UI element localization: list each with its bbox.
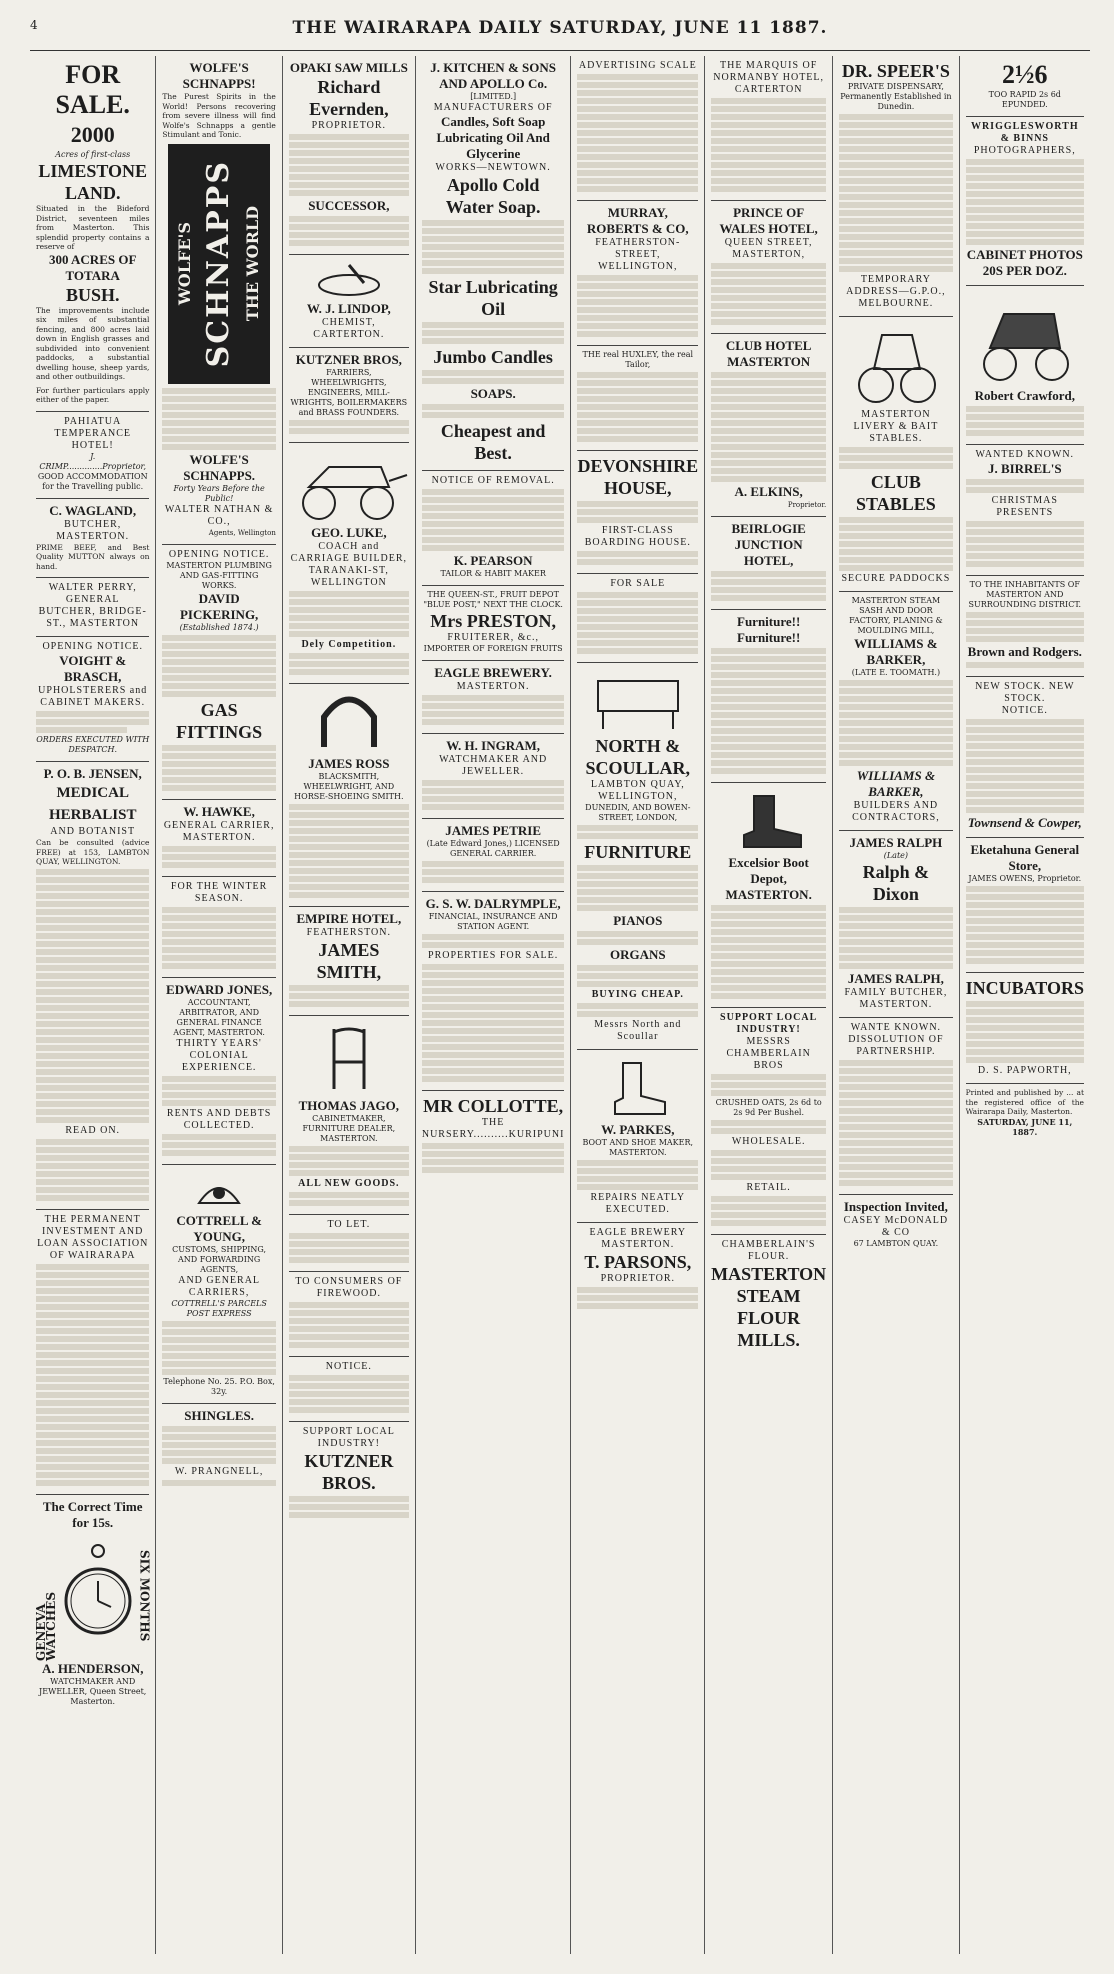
walter-perry-line: WALTER PERRY, GENERAL BUTCHER, BRIDGE-ST., MASTERTON [38, 582, 147, 629]
kitchen-name: J. KITCHEN & SONS [430, 60, 556, 75]
parsons-sub: PROPRIETOR. [600, 1273, 676, 1284]
temperance-hotel-ad [36, 412, 149, 499]
incubators-heading: INCUBATORS [965, 978, 1084, 998]
column-3 [283, 56, 416, 1954]
gas-heading: GAS FITTINGS [176, 699, 263, 742]
ralph-dixon: Ralph & Dixon [862, 862, 930, 904]
for-sale-heading: FOR SALE. [55, 60, 130, 119]
sash-heading: MASTERTON STEAM SASH AND DOOR FACTORY, PLANING & MOULDING MILL, [849, 596, 943, 635]
kutzner-name: KUTZNER BROS, [295, 352, 402, 367]
ingram-sub: WATCHMAKER AND JEWELLER. [439, 754, 548, 777]
works-line: WORKS—NEWTOWN. [435, 162, 551, 173]
plumbing-line: MASTERTON PLUMBING AND GAS-FITTING WORKS. [166, 560, 272, 590]
permanent-invest-ad [36, 1210, 149, 1495]
eketahuna-heading: Eketahuna General Store, [970, 842, 1080, 873]
botanist-line: AND BOTANIST [50, 826, 136, 837]
agents-line: Agents, Wellington [208, 528, 276, 537]
emblem-icon [194, 1173, 244, 1209]
fruiterer-line: FRUITERER, &c., [447, 632, 539, 643]
watchmaker-line: WATCHMAKER AND JEWELLER, Queen Street, Masterton. [39, 1676, 147, 1706]
improvements-text: The improvements include six miles of substantial fencing, and 800 acres laid down in English grasses and subdivided into convenient paddocks, a substantial dwelling house, sheep yards, and other outbuildings. [36, 305, 150, 381]
chair-icon [319, 1024, 379, 1094]
prince-ad [711, 201, 826, 334]
birrell-name: J. BIRREL'S [987, 461, 1062, 476]
queen-st-line: THE QUEEN-ST., FRUIT DEPOT "BLUE POST," NEXT THE CLOCK. [423, 590, 563, 609]
collotte-ad [422, 1091, 565, 1181]
chamberlain-flour: CHAMBERLAIN'S FLOUR. [721, 1239, 816, 1262]
lindop-ad [289, 255, 409, 348]
dalrymple-ad [422, 892, 565, 1091]
perm-invest-heading: THE PERMANENT INVESTMENT AND LOAN ASSOCIATION OF WAIRARAPA [37, 1213, 149, 1261]
beirnie-heading: BEIRLOGIE JUNCTION HOTEL, [731, 521, 806, 568]
pestle-icon [304, 263, 394, 297]
new-stock-ad [966, 677, 1084, 838]
page-number: 4 [30, 18, 38, 32]
column-6 [705, 56, 833, 1954]
club-hotel-ad [711, 334, 826, 517]
eagle-heading: EAGLE BREWERY. [434, 665, 552, 680]
empire-heading: EMPIRE HOTEL, [296, 911, 402, 926]
wolfe-heading-2: WOLFE'S SCHNAPPS. [183, 451, 256, 483]
pianos-heading: PIANOS [613, 913, 663, 928]
luke-name: GEO. LUKE, [311, 525, 387, 540]
opening-notice-2: OPENING NOTICE. [168, 548, 270, 560]
cold-water-heading: Apollo Cold Water Soap. [445, 175, 541, 217]
repairs-line: REPAIRS NEATLY EXECUTED. [590, 1192, 686, 1215]
firewood-ad [289, 1272, 409, 1357]
wrigglesworth-ad [966, 117, 1084, 286]
banner-name: WOLFE'S [175, 221, 195, 306]
jones-name: EDWARD JONES, [166, 981, 273, 997]
family-butcher: FAMILY BUTCHER, [844, 987, 948, 998]
shingles-ad [162, 1404, 275, 1494]
henderson-name: A. HENDERSON, [41, 1660, 144, 1676]
adv-rates [577, 56, 698, 201]
parsons-ad [577, 1223, 698, 1317]
luke-ad [289, 443, 409, 684]
christmas-line: CHRISTMAS PRESENTS [991, 495, 1058, 518]
winter-heading: FOR THE WINTER SEASON. [170, 880, 268, 904]
dissolution-heading: DISSOLUTION OF PARTNERSHIP. [848, 1034, 944, 1057]
firewood-heading: TO CONSUMERS OF FIREWOOD. [295, 1276, 403, 1299]
ralph-masterton: MASTERTON. [859, 999, 933, 1010]
temp-hotel-heading: PAHIATUA TEMPERANCE HOTEL! [54, 415, 132, 451]
column-7 [833, 56, 959, 1954]
eagle-brew-heading: EAGLE BREWERY MASTERTON. [589, 1227, 687, 1250]
queen-st-2: QUEEN STREET, MASTERTON, [724, 237, 813, 260]
column-8 [960, 56, 1090, 1954]
wolfe-heading: WOLFE'S SCHNAPPS! [182, 60, 256, 91]
jones-ad [162, 978, 275, 1165]
prime-beef-line: PRIME BEEF, and Best Quality MUTTON always on hand. [36, 542, 150, 571]
pickering-name: DAVID PICKERING, [179, 590, 259, 622]
casey-address: 67 LAMBTON QUAY. [853, 1239, 939, 1248]
featherston-st-line: FEATHERSTON-STREET, WELLINGTON, [595, 237, 681, 272]
orders-line: ORDERS EXECUTED WITH DESPATCH. [36, 735, 150, 754]
opening-notice: OPENING NOTICE. [42, 641, 143, 652]
new-stock-heading: NEW STOCK. NEW STOCK. [975, 681, 1075, 704]
devonshire-heading: DEVONSHIRE HOUSE, [577, 456, 699, 498]
brown-name: Brown and Rodgers. [967, 644, 1082, 659]
shingles-heading: SHINGLES. [184, 1407, 254, 1423]
for-sale-ad [577, 574, 698, 663]
winter-ad [162, 877, 275, 978]
flour-mills-ad [711, 1235, 826, 1357]
huxley-line: THE real HUXLEY, the real Tailor, [582, 350, 694, 369]
chamberlain-heading: MESSRS CHAMBERLAIN BROS [726, 1036, 811, 1071]
bush-heading: BUSH. [65, 284, 120, 305]
imprint [966, 1084, 1084, 1143]
furniture-ad [711, 610, 826, 783]
horseshoe-icon [309, 692, 389, 752]
coach-line: COACH and CARRIAGE BUILDER, TARANAKI-ST, WELLINGTON [290, 541, 408, 588]
price-sub: TOO RAPID 2s 6d EPUNDED. [988, 90, 1061, 109]
elkins-sub: Proprietor. [787, 501, 827, 509]
builders-line: BUILDERS AND CONTRACTORS, [852, 800, 940, 823]
tailor-line: TAILOR & HABIT MAKER [440, 569, 546, 578]
eketahuna-ad [966, 838, 1084, 973]
upholsterers-line: UPHOLSTERERS and CABINET MAKERS. [38, 685, 148, 708]
casey-ad [839, 1195, 952, 1255]
empire-hotel-ad [289, 907, 409, 1016]
ross-ad [289, 684, 409, 907]
jensen-body: Can be consulted (advice FREE) at 153, LAMBTON QUAY, WELLINGTON. [36, 838, 150, 866]
jensen-ad [36, 762, 149, 1210]
sash-ad [839, 592, 952, 831]
buying-heading: BUYING CHEAP. [591, 989, 684, 1000]
importer-line: IMPORTER OF FOREIGN FRUITS [423, 644, 563, 653]
smith-name: JAMES SMITH, [316, 940, 382, 982]
geneva-label: GENEVA WATCHES [34, 1591, 58, 1661]
ralph-name-2: JAMES RALPH, [847, 971, 944, 986]
dely-line: Dely Competition. [301, 639, 397, 650]
wrigglesworth-name: WRIGGLESWORTH & BINNS [970, 121, 1079, 144]
for-sale-2: FOR SALE [610, 578, 666, 589]
inspection-heading: Inspection Invited, [843, 1199, 948, 1214]
dissolution-ad [839, 1018, 952, 1195]
featherston-line: FEATHERSTON. [306, 927, 391, 938]
wanted-known: WANTE KNOWN. [850, 1022, 942, 1033]
watch-icon [63, 1541, 133, 1651]
imprint-date: SATURDAY, JUNE 11, 1887. [977, 1116, 1073, 1137]
ross-sub: BLACKSMITH, WHEELWRIGHT, AND HORSE-SHOEING SMITH. [294, 772, 404, 801]
adv-rates-heading: ADVERTISING SCALE [578, 60, 697, 71]
column-4 [416, 56, 572, 1954]
north-name: NORTH & SCOULLAR, [585, 736, 691, 778]
livery-ad [839, 317, 952, 592]
beirnie-ad [711, 517, 826, 610]
ingram-ad [422, 734, 565, 819]
sale-body: Situated in the Bideford District, seventeen miles from Masterton. This splendid property contains a reserve of [36, 204, 150, 251]
speer-sub: PRIVATE DISPENSARY, Permanently Established in Dunedin. [840, 82, 952, 111]
phone-line: Telephone No. 25. P.O. Box, 32y. [163, 1376, 275, 1396]
rents-line: RENTS AND DEBTS COLLECTED. [166, 1107, 272, 1131]
banner-side: THE WORLD [242, 205, 262, 322]
temporary-address: TEMPORARY ADDRESS—G.P.O., MELBOURNE. [846, 274, 946, 309]
elkins-name: A. ELKINS, [734, 484, 803, 499]
retail-heading: RETAIL. [746, 1182, 791, 1193]
crimp-line: J. CRIMP..............Proprietor, [39, 451, 147, 471]
limestone-heading: LIMESTONE LAND. [38, 161, 148, 203]
nursery-line: THE NURSERY..........KURIPUNI [421, 1117, 565, 1140]
support-heading-2: SUPPORT LOCAL INDUSTRY! [720, 1012, 818, 1035]
ingram-name: W. H. INGRAM, [446, 738, 541, 753]
dalrymple-sub: FINANCIAL, INSURANCE AND STATION AGENT. [428, 912, 558, 931]
ross-name: JAMES ROSS [308, 756, 390, 771]
lambton-line: LAMBTON QUAY, WELLINGTON, [590, 779, 685, 802]
townsend-name: Townsend & Cowper, [967, 815, 1082, 830]
new-goods: ALL NEW GOODS. [298, 1178, 400, 1189]
manuf-line: MANUFACTURERS OF [433, 102, 553, 113]
carriage-icon [289, 451, 409, 521]
murray-ad [577, 201, 698, 346]
north-2: Messrs North and Scoullar [594, 1019, 682, 1042]
properties-heading: PROPERTIES FOR SALE. [428, 950, 559, 961]
huxley-ad [577, 346, 698, 451]
hawke-ad [162, 800, 275, 877]
piano-icon [588, 671, 688, 731]
price-heading: 2½6 [1002, 60, 1048, 89]
parsons-name: T. PARSONS, [584, 1252, 692, 1272]
masthead-title: THE WAIRARAPA DAILY SATURDAY, JUNE 11 1887. [292, 18, 828, 38]
wholesale-heading: WHOLESALE. [731, 1136, 806, 1147]
inhabitants-line: TO THE INHABITANTS OF MASTERTON AND SURROUNDING DISTRICT. [968, 580, 1082, 609]
masterton-steam: MASTERTON STEAM FLOUR MILLS. [711, 1264, 827, 1350]
hawke-name: W. HAWKE, [183, 803, 255, 819]
evernden-name: Richard Evernden, [309, 77, 389, 119]
marquis-ad [711, 56, 826, 201]
banner-word: SCHNAPPS [201, 159, 237, 368]
columns [30, 56, 1090, 1954]
excelsior-heading: Excelsior Boot Depot, MASTERTON. [725, 855, 812, 902]
six-months-label: SIX MONTHS [137, 1549, 152, 1642]
crushed-oats: CRUSHED OATS, 2s 6d to 2s 9d Per Bushel. [715, 1098, 822, 1117]
kutzner-ad [289, 348, 409, 443]
limited-line: [LIMITED.] [470, 92, 517, 101]
eagle-loc: MASTERTON. [456, 681, 530, 692]
carriage-icon-2 [970, 294, 1080, 384]
buggy-icon [846, 325, 946, 405]
collotte-name: MR COLLOTTE, [423, 1096, 564, 1116]
cheapest-heading: Cheapest and Best. [440, 421, 546, 463]
notice-heading-2: NOTICE. [1001, 705, 1048, 716]
customs-line: CUSTOMS, SHIPPING, AND FORWARDING AGENTS, [172, 1244, 267, 1274]
support-ad [289, 1422, 409, 1526]
furniture-heading: FURNITURE [584, 842, 692, 862]
herbalist-heading: MEDICAL HERBALIST [48, 785, 137, 823]
ralph-ad [839, 831, 952, 1018]
murray-name: MURRAY, ROBERTS & CO, [586, 205, 689, 236]
excelsior-ad [711, 783, 826, 1008]
pickering-ad [162, 545, 275, 800]
jago-sub: CABINETMAKER, FURNITURE DEALER, MASTERTON. [302, 1114, 396, 1143]
butcher-line: BUTCHER, MASTERTON. [56, 518, 130, 542]
petrie-name: JAMES PETRIE [445, 823, 541, 838]
candles-line: Candles, Soft Soap Lubricating Oil And Glycerine [436, 114, 550, 161]
acres-note: Acres of first-class [55, 150, 131, 159]
speer-ad [839, 56, 952, 317]
good-acc-line: GOOD ACCOMMODATION for the Travelling public. [37, 471, 148, 491]
parkes-sub: BOOT AND SHOE MAKER, MASTERTON. [582, 1138, 694, 1157]
williams-name-2: WILLIAMS & BARKER, [856, 768, 936, 799]
established-line: (Established 1874.) [179, 622, 259, 632]
correct-time: The Correct Time for 15s. [42, 1498, 143, 1530]
wolfe-ad [162, 56, 275, 545]
inspect-text: For further particulars apply either of the paper. [36, 385, 150, 404]
north-ad [577, 663, 698, 1050]
notice-ad [289, 1357, 409, 1422]
jumbo-heading: Jumbo Candles [433, 347, 553, 367]
incubators-ad [966, 973, 1084, 1084]
wanted-known-2: WANTED KNOWN. [975, 449, 1075, 460]
wolfe-body: The Purest Spirits in the World! Persons recovering from severe illness will find Wolfe's Schnapps a gentle Stimulant and Tonic. [162, 92, 276, 139]
kitchen-ad [422, 56, 565, 471]
dalrymple-name: G. S. W. DALRYMPLE, [425, 896, 561, 911]
jensen-name: P. O. B. JENSEN, [43, 766, 142, 781]
crawford-ad [966, 286, 1084, 445]
club-heading: CLUB HOTEL MASTERTON [725, 338, 812, 369]
star-heading: Star Lubricating Oil [428, 277, 558, 319]
notice-heading: NOTICE. [325, 1361, 372, 1372]
dunedin-line: DUNEDIN, AND BOWEN-STREET, LONDON, [585, 803, 691, 822]
henderson-ad [34, 1495, 152, 1713]
secure-paddocks: SECURE PADDOCKS [841, 573, 951, 584]
acres-number: 2000 [70, 122, 115, 147]
owens-line: JAMES OWENS, Proprietor. [968, 874, 1082, 883]
boot-icon [603, 1058, 673, 1118]
voight-brasch-ad [36, 637, 149, 762]
nathan-name: WALTER NATHAN & CO., [164, 503, 274, 527]
jones-title: ACCOUNTANT, ARBITRATOR, AND GENERAL FINANCE AGENT, MASTERTON. [173, 997, 265, 1037]
cottrell-name: COTTRELL & YOUNG, [176, 1212, 262, 1244]
walter-perry-ad [36, 578, 149, 637]
chamberlain-ad [711, 1008, 826, 1235]
removal-ad [422, 471, 565, 586]
prince-heading: PRINCE OF WALES HOTEL, [719, 205, 818, 236]
late-toomath: (LATE E. TOOMATH.) [851, 668, 941, 677]
devonshire-ad [577, 451, 698, 574]
masthead [30, 14, 1090, 51]
wagland-name: C. WAGLAND, [49, 502, 137, 518]
kutzner-sub: FARRIERS, WHEELWRIGHTS, ENGINEERS, MILL-WRIGHTS, BOILERMAKERS and BRASS FOUNDERS. [290, 368, 408, 417]
photographers-line: PHOTOGRAPHERS, [973, 145, 1076, 156]
parkes-ad [577, 1050, 698, 1223]
proprietor-line: PROPRIETOR. [311, 120, 387, 131]
wolfe-banner [168, 144, 269, 384]
ralph-heading: JAMES RALPH [849, 835, 943, 850]
eagle-ad [422, 661, 565, 734]
crawford-name: Robert Crawford, [974, 388, 1075, 403]
petrie-ad [422, 819, 565, 892]
preston-name: Mrs PRESTON, [430, 611, 556, 631]
casey-name: CASEY McDONALD & CO [843, 1215, 949, 1238]
removal-heading: NOTICE OF REMOVAL. [431, 475, 555, 486]
support-heading: SUPPORT LOCAL INDUSTRY! [302, 1426, 395, 1449]
boot-icon-2 [729, 791, 809, 851]
first-class-line: FIRST-CLASS BOARDING HOUSE. [584, 525, 691, 548]
forty-years: Forty Years Before the Public! [173, 483, 265, 503]
read-on: READ ON. [65, 1124, 121, 1136]
carrier-line: GENERAL CARRIER, MASTERTON. [163, 819, 275, 843]
ralph-late: (Late) [883, 851, 909, 860]
opaki-heading: OPAKI SAW MILLS [289, 60, 408, 75]
soaps-heading: SOAPS. [470, 386, 516, 401]
pearson-name: K. PEARSON [453, 553, 533, 568]
marquis-heading: THE MARQUIS OF NORMANBY HOTEL, CARTERTON [713, 60, 825, 95]
furniture-heading-2: Furniture!! Furniture!! [737, 614, 801, 645]
kutzner-name-2: KUTZNER BROS. [304, 1451, 394, 1493]
parkes-name: W. PARKES, [601, 1122, 675, 1137]
brown-rodgers-ad [966, 576, 1084, 677]
speer-heading: DR. SPEER'S [841, 61, 950, 81]
wagland-ad [36, 499, 149, 579]
petrie-sub: (Late Edward Jones,) LICENSED GENERAL CARRIER. [426, 839, 560, 858]
to-let-heading: TO LET. [327, 1219, 371, 1230]
chemist-line: CHEMIST, CARTERTON. [313, 317, 385, 340]
papworth-name: D. S. PAPWORTH, [977, 1065, 1072, 1076]
livery-heading: MASTERTON LIVERY & BAIT STABLES. [853, 409, 939, 444]
price-ad [966, 56, 1084, 117]
imprint-text: Printed and published by ... at the registered office of the Wairarapa Daily, Masterton. [965, 1088, 1084, 1116]
williams-name: WILLIAMS & BARKER, [854, 636, 938, 667]
lindop-name: W. J. LINDOP, [306, 301, 391, 316]
limestone-land-ad [36, 56, 149, 412]
to-let-ad [289, 1215, 409, 1272]
cottrell-ad [162, 1165, 275, 1404]
express-line: COTTRELL'S PARCELS POST EXPRESS [171, 1298, 267, 1318]
birrell-ad [966, 445, 1084, 576]
preston-ad [422, 586, 565, 661]
club-stables: CLUB STABLES [856, 472, 936, 514]
voight-name: VOIGHT & BRASCH, [59, 653, 127, 684]
jago-ad [289, 1016, 409, 1215]
opaki-ad [289, 56, 409, 255]
thirty-years: THIRTY YEARS' COLONIAL EXPERIENCE. [176, 1037, 262, 1073]
column-2 [156, 56, 282, 1954]
successor-heading: SUCCESSOR, [308, 198, 390, 213]
totara-heading: 300 ACRES OF TOTARA [49, 251, 137, 283]
cabinet-photos: CABINET PHOTOS 20S PER DOZ. [966, 247, 1083, 278]
column-5 [571, 56, 705, 1954]
prangnell-name: W. PRANGNELL, [174, 1465, 264, 1477]
apollo-line: AND APOLLO Co. [439, 76, 548, 91]
jago-name: THOMAS JAGO, [298, 1098, 400, 1113]
organs-heading: ORGANS [609, 947, 666, 962]
general-carriers-line: AND GENERAL CARRIERS, [178, 1274, 261, 1298]
column-1 [30, 56, 156, 1954]
